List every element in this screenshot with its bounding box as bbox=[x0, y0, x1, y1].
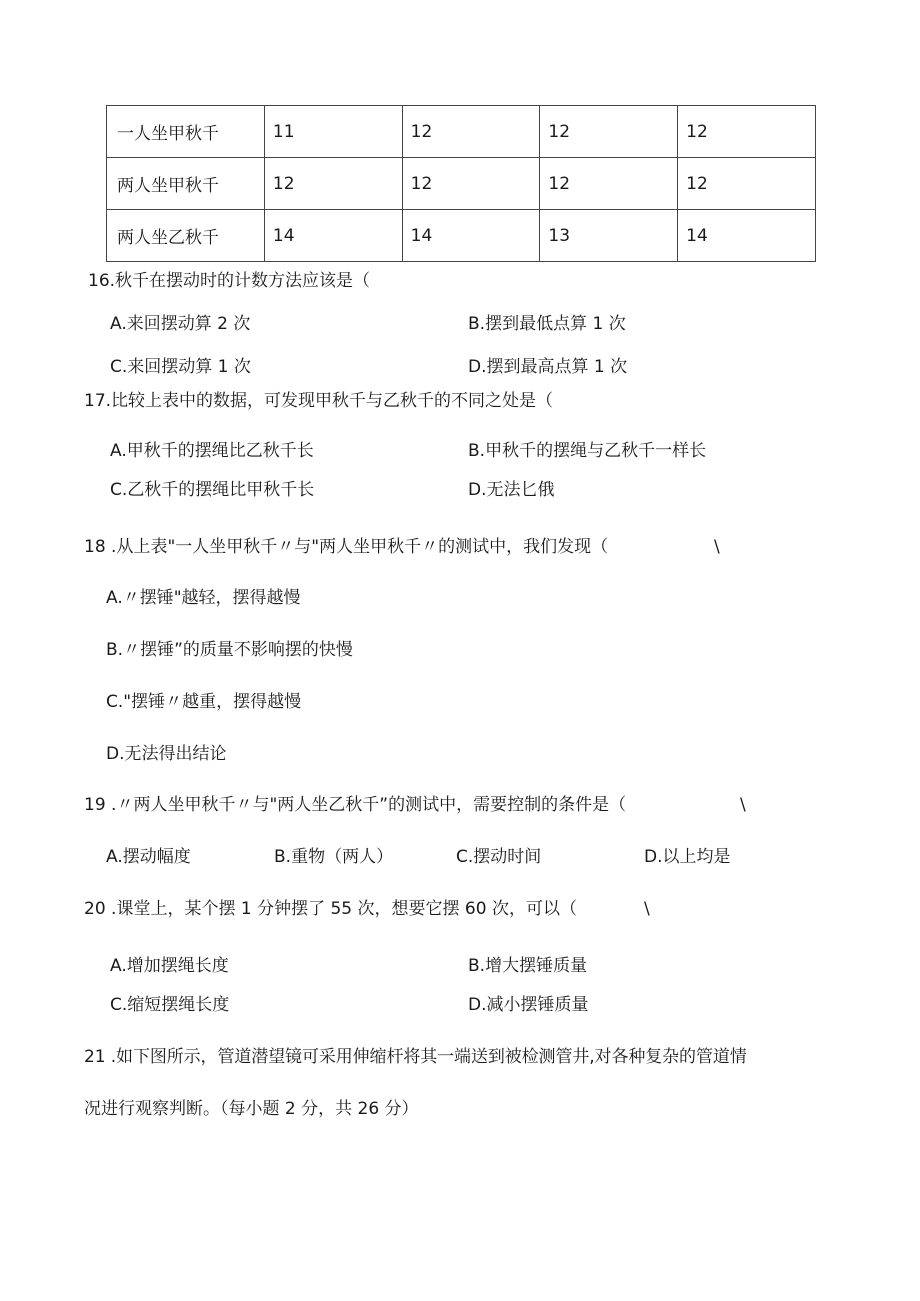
q16-option-b: B.摆到最低点算 1 次 bbox=[468, 314, 626, 334]
table-cell: 12 bbox=[678, 158, 816, 210]
question-21-line-1: 21 .如下图所示，管道潜望镜可采用伸缩杆将其一端送到被检测管井,对各种复杂的管道情 bbox=[84, 1047, 747, 1067]
table-cell: 12 bbox=[402, 158, 540, 210]
table-cell: 14 bbox=[678, 210, 816, 262]
q19-option-a: A.摆动幅度 bbox=[106, 847, 191, 867]
q17-option-a: A.甲秋千的摆绳比乙秋千长 bbox=[110, 441, 314, 461]
q16-option-d: D.摆到最高点算 1 次 bbox=[468, 357, 628, 377]
q19-option-d: D.以上均是 bbox=[644, 847, 731, 867]
q17-option-b: B.甲秋千的摆绳与乙秋千一样长 bbox=[468, 441, 707, 461]
data-table bbox=[106, 105, 816, 262]
q20-close-mark: \ bbox=[644, 899, 650, 919]
q17-option-c: C.乙秋千的摆绳比甲秋千长 bbox=[110, 480, 315, 500]
q19-close-mark: \ bbox=[740, 795, 746, 815]
row-label: 一人坐甲秋千 bbox=[107, 106, 265, 158]
question-21-line-2: 况进行观察判断。（每小题 2 分，共 26 分） bbox=[84, 1099, 419, 1119]
table-cell: 12 bbox=[402, 106, 540, 158]
table-cell: 12 bbox=[678, 106, 816, 158]
q18-close-mark: \ bbox=[714, 537, 720, 557]
question-20-text: 20 .课堂上，某个摆 1 分钟摆了 55 次，想要它摆 60 次，可以（ bbox=[84, 899, 577, 919]
table-cell: 14 bbox=[264, 210, 402, 262]
table-cell: 12 bbox=[540, 106, 678, 158]
table-cell: 13 bbox=[540, 210, 678, 262]
q18-option-d: D.无法得出结论 bbox=[106, 744, 227, 764]
q20-option-a: A.增加摆绳长度 bbox=[110, 956, 229, 976]
question-19-text: 19 .〃两人坐甲秋千〃与"两人坐乙秋千”的测试中，需要控制的条件是（ bbox=[84, 795, 627, 815]
table-cell: 12 bbox=[264, 158, 402, 210]
q16-option-a: A.来回摆动算 2 次 bbox=[110, 314, 251, 334]
question-17-text: 17.比较上表中的数据，可发现甲秋千与乙秋千的不同之处是（ bbox=[84, 391, 554, 411]
row-label: 两人坐乙秋千 bbox=[107, 210, 265, 262]
q20-option-c: C.缩短摆绳长度 bbox=[110, 995, 230, 1015]
q18-option-c: C."摆锤〃越重，摆得越慢 bbox=[106, 692, 302, 712]
question-16-text: 16.秋千在摆动时的计数方法应该是（ bbox=[88, 271, 371, 291]
table-row bbox=[107, 158, 816, 210]
q16-option-c: C.来回摆动算 1 次 bbox=[110, 357, 251, 377]
q20-option-d: D.减小摆锤质量 bbox=[468, 995, 589, 1015]
table-row bbox=[107, 106, 816, 158]
q19-option-c: C.摆动时间 bbox=[456, 847, 542, 867]
table-cell: 11 bbox=[264, 106, 402, 158]
q17-option-d: D.无法匕俄 bbox=[468, 480, 555, 500]
row-label: 两人坐甲秋千 bbox=[107, 158, 265, 210]
question-18-text: 18 .从上表"一人坐甲秋千〃与"两人坐甲秋千〃的测试中，我们发现（ bbox=[84, 537, 609, 557]
q20-option-b: B.增大摆锤质量 bbox=[468, 956, 588, 976]
table-cell: 14 bbox=[402, 210, 540, 262]
q18-option-b: B.〃摆锤”的质量不影响摆的快慢 bbox=[106, 640, 353, 660]
q18-option-a: A.〃摆锤"越轻，摆得越慢 bbox=[106, 588, 301, 608]
table-cell: 12 bbox=[540, 158, 678, 210]
q19-option-b: B.重物（两人） bbox=[274, 847, 394, 867]
table-row bbox=[107, 210, 816, 262]
